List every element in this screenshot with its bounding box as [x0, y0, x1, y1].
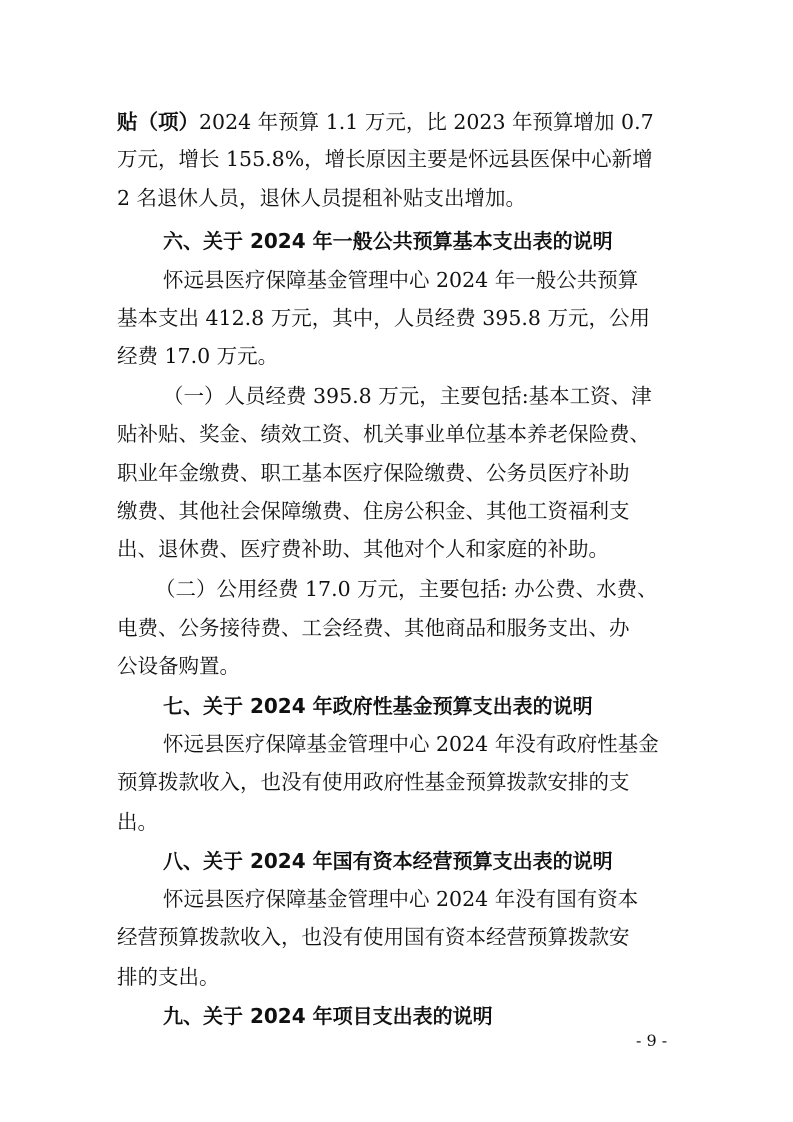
paragraph-line: 预算拨款收入，也没有使用政府性基金预算拨款安排的支 [117, 770, 630, 794]
section-heading-6: 六、关于 2024 年一般公共预算基本支出表的说明 [163, 229, 613, 253]
paragraph-line: 怀远县医疗保障基金管理中心 2024 年没有政府性基金 [163, 732, 659, 756]
paragraph-line: 怀远县医疗保障基金管理中心 2024 年没有国有资本 [163, 887, 639, 911]
paragraph-line: 缴费、其他社会保障缴费、住房公积金、其他工资福利支 [117, 499, 630, 523]
paragraph-line: 职业年金缴费、职工基本医疗保险缴费、公务员医疗补助 [117, 461, 630, 485]
paragraph-line: 基本支出 412.8 万元，其中，人员经费 395.8 万元，公用 [117, 306, 650, 330]
paragraph-line: 公设备购置。 [117, 654, 240, 678]
bold-item-label: 贴（项） [117, 110, 199, 134]
paragraph-line: 经营预算拨款收入，也没有使用国有资本经营预算拨款安 [117, 925, 630, 949]
paragraph-line: 排的支出。 [117, 965, 220, 989]
section-heading-8: 八、关于 2024 年国有资本经营预算支出表的说明 [163, 849, 613, 873]
paragraph-line: 万元，增长 155.8%，增长原因主要是怀远县医保中心新增 [117, 147, 653, 171]
paragraph-line: （二）公用经费 17.0 万元，主要包括: 办公费、水费、 [155, 577, 658, 601]
paragraph-line: （一）人员经费 395.8 万元，主要包括:基本工资、津 [163, 384, 652, 408]
page-number: - 9 - [636, 1031, 668, 1050]
section-heading-7: 七、关于 2024 年政府性基金预算支出表的说明 [163, 694, 593, 718]
paragraph-text: 2024 年预算 1.1 万元，比 2023 年预算增加 0.7 [199, 110, 654, 134]
paragraph-line: 出。 [117, 810, 158, 834]
section-heading-9: 九、关于 2024 年项目支出表的说明 [163, 1004, 493, 1028]
paragraph-line: 经费 17.0 万元。 [117, 344, 279, 368]
paragraph-line: 电费、公务接待费、工会经费、其他商品和服务支出、办 [117, 616, 630, 640]
paragraph-line: 2 名退休人员，退休人员提租补贴支出增加。 [117, 186, 527, 210]
paragraph-line [117, 107, 654, 137]
paragraph-line: 出、退休费、医疗费补助、其他对个人和家庭的补助。 [117, 537, 609, 561]
paragraph-line: 贴补贴、奖金、绩效工资、机关事业单位基本养老保险费、 [117, 422, 650, 446]
paragraph-line: 怀远县医疗保障基金管理中心 2024 年一般公共预算 [163, 268, 639, 292]
